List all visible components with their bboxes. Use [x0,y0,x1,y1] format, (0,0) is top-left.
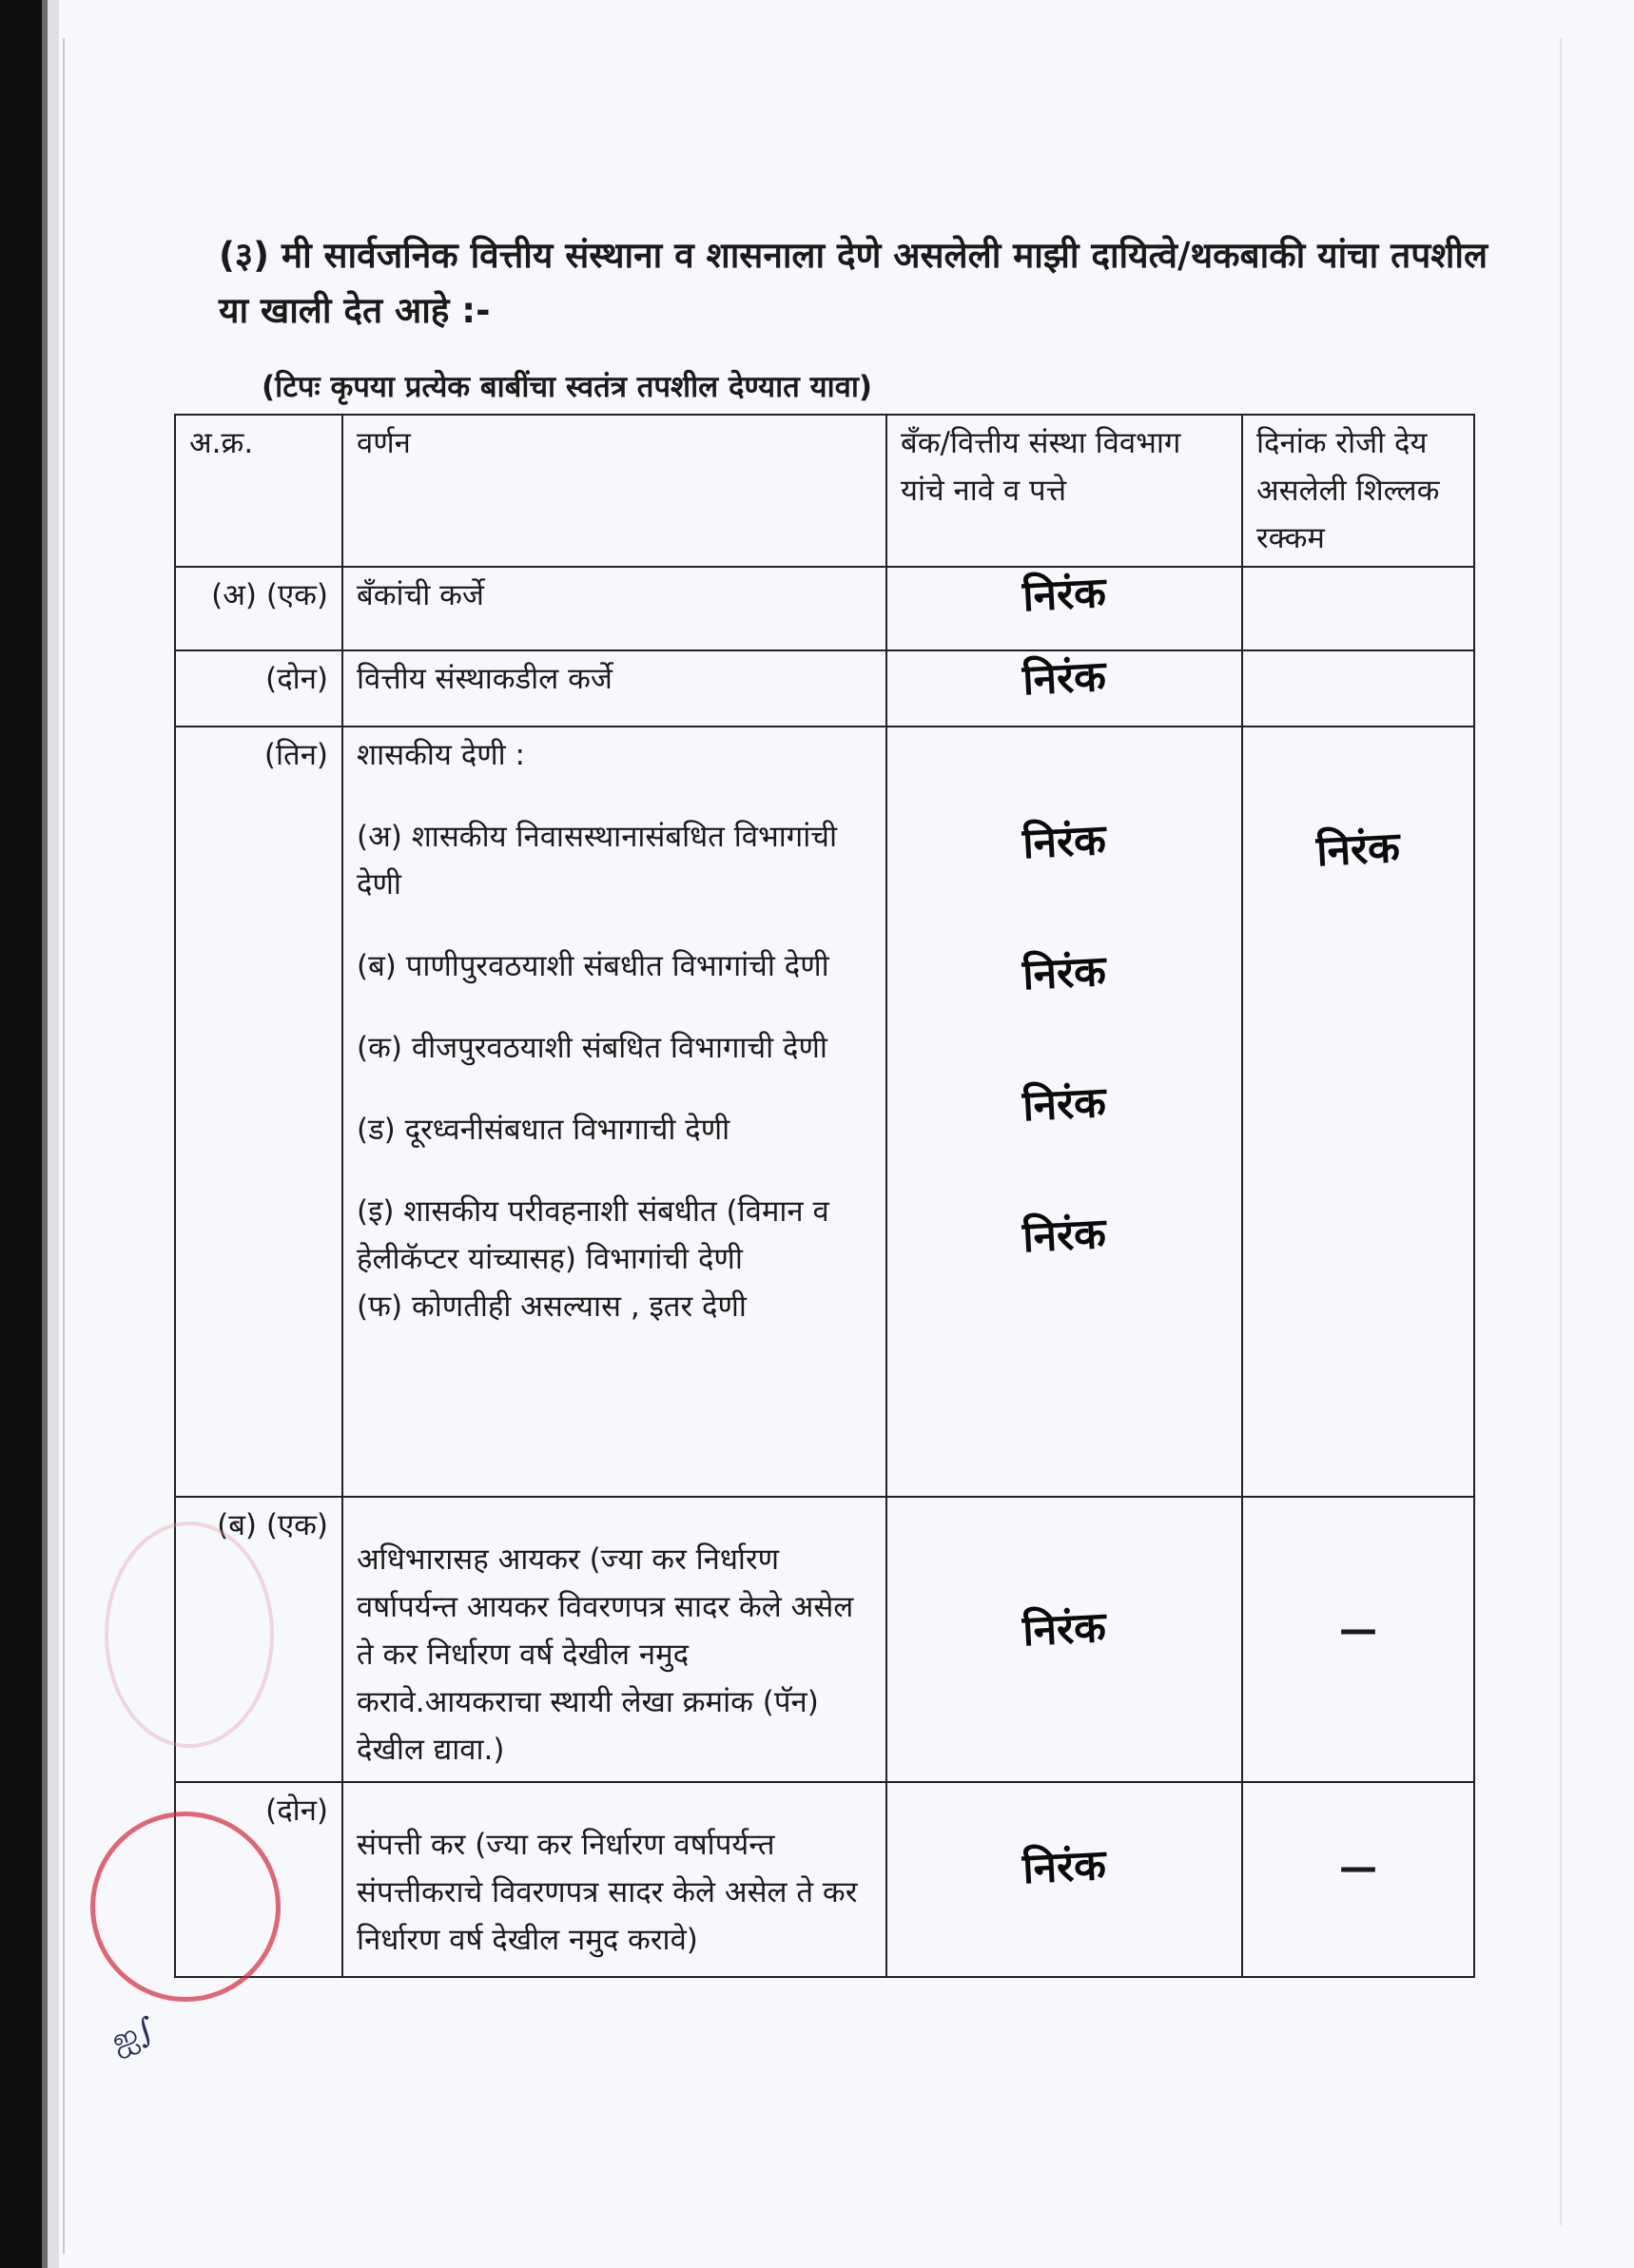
handwritten-nil: निरंक [1021,651,1108,706]
header-sr: अ.क्र. [175,415,342,567]
row-bank [886,1497,1242,1782]
handwritten-nil: निरंक [1021,568,1108,622]
row-balance [1242,1497,1474,1782]
sub-title: शासकीय देणी : [357,738,525,772]
tip-note: (टिपः कृपया प्रत्येक बाबींचा स्वतंत्र तपशील देण्यात यावा) [262,370,873,404]
handwritten-nil: निरंक [1021,1602,1108,1657]
row-label: (दोन) [175,650,342,727]
row-bank [886,567,1242,650]
sub-item-b: (ब) पाणीपुरवठयाशी संबधीत विभागांची देणी [357,949,829,983]
row-bank [886,1782,1242,1977]
handwritten-nil: निरंक [1021,1840,1108,1894]
row-description [342,727,886,1497]
table-row [175,650,1474,727]
table-header-row [175,415,1474,567]
table-row [175,567,1474,650]
handwritten-nil: निरंक [1314,823,1402,877]
handwritten-nil: निरंक [1021,1209,1108,1263]
table-row [175,1497,1474,1782]
table-row [175,727,1474,1497]
row-label: (अ) (एक) [175,567,342,650]
handwritten-nil: निरंक [1021,1077,1108,1132]
row-label: (दोन) [175,1782,342,1977]
faded-stamp-icon [105,1522,274,1748]
sub-item-a: (अ) शासकीय निवासस्थानासंबधित विभागांची देणी [357,820,837,901]
sub-item-i: (इ) शासकीय परीवहनाशी संबधीत (विमान व हेलीकॅप्टर यांच्यासह) विभागांची देणी [357,1194,829,1276]
liabilities-table [174,414,1475,1978]
signature-icon: ஐ∫ [106,2009,160,2061]
row-balance [1242,727,1474,1497]
header-bank: बँक/वित्तीय संस्था विवभाग यांचे नावे व पत्ते [886,415,1242,567]
row-label: (ब) (एक) [175,1497,342,1782]
row-description [342,1497,886,1782]
table-row [175,1782,1474,1977]
handwritten-dash: — [1339,1608,1377,1652]
handwritten-dash: — [1339,1846,1377,1890]
section-heading: (३) मी सार्वजनिक वित्तीय संस्थाना व शासनाला देणे असलेली माझी दायित्वे/थकबाकी यांचा तपशील या खाली देत आहे :- [219,235,1488,331]
row-balance [1242,567,1474,650]
row-label: (तिन) [175,727,342,1497]
row-description: वित्तीय संस्थाकडील कर्जे [342,650,886,727]
row-balance [1242,650,1474,727]
row-bank [886,650,1242,727]
sub-item-f: (फ) कोणतीही असल्यास , इतर देणी [357,1289,747,1324]
row-description [342,1782,886,1977]
row-description: बँकांची कर्जे [342,567,886,650]
sub-item-d: (ड) दूरध्वनीसंबधात विभागाची देणी [357,1113,730,1147]
page-fold-line [1560,38,1562,2225]
handwritten-nil: निरंक [1021,946,1108,1000]
page-edge-line [63,38,65,2254]
header-balance: दिनांक रोजी देय असलेली शिल्लक रक्कम [1242,415,1474,567]
official-stamp-icon [90,1812,281,2002]
row-bank [886,727,1242,1497]
handwritten-nil: निरंक [1021,815,1108,869]
sub-item-k: (क) वीजपुरवठयाशी संबधित विभागाची देणी [357,1031,827,1065]
header-description: वर्णन [342,415,886,567]
scan-left-edge [0,0,59,2268]
row-description-text: अधिभारासह आयकर (ज्या कर निर्धारण वर्षापर्यन्त आयकर विवरणपत्र सादर केले असेल ते कर निर्धारण वर्ष देखील नमुद करावे.आयकराचा स्थायी लेखा क्रमांक (पॅन) देखील द्यावा.) [357,1542,854,1767]
row-description-text: संपत्ती कर (ज्या कर निर्धारण वर्षापर्यन्त संपत्तीकराचे विवरणपत्र सादर केले असेल ते कर निर्धारण वर्ष देखील नमुद करावे) [357,1828,858,1957]
row-balance [1242,1782,1474,1977]
